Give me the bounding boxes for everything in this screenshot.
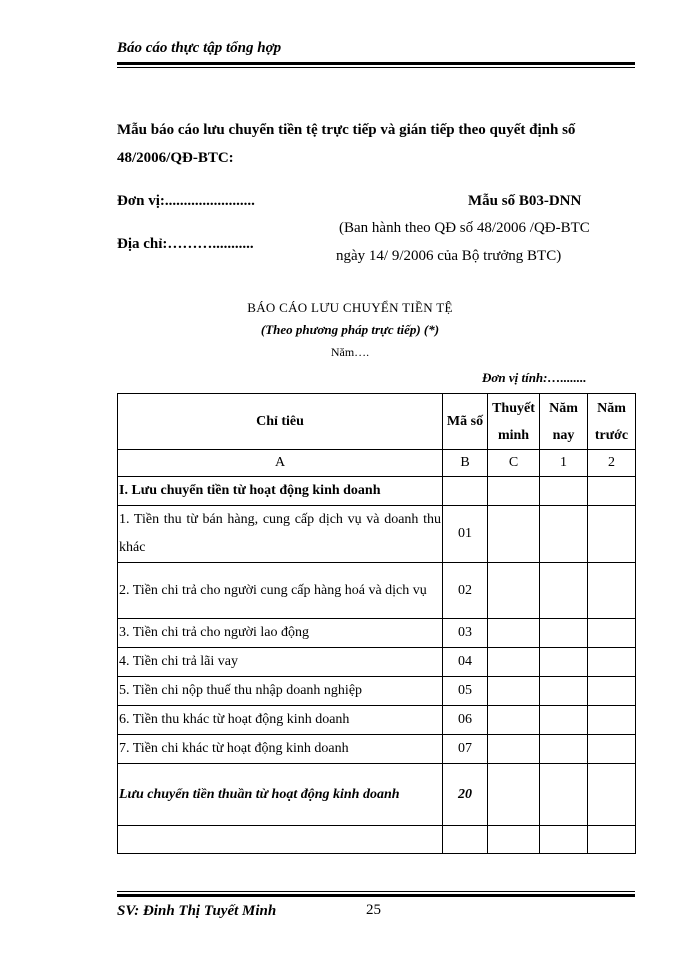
- column-letter-row: [118, 450, 636, 477]
- letter-1: 1: [540, 450, 588, 477]
- row-code: 04: [443, 648, 488, 677]
- table-row: [118, 735, 636, 764]
- row-code: 03: [443, 619, 488, 648]
- report-year: Năm….: [330, 345, 370, 359]
- report-subtitle: (Theo phương pháp trực tiếp) (*): [260, 322, 440, 337]
- form-number: Mẫu số B03-DNN: [468, 193, 582, 209]
- header-this-year-line1: Năm: [549, 400, 578, 416]
- net-cash-label: Lưu chuyển tiền thuần từ hoạt động kinh doanh: [118, 764, 443, 826]
- table-row: [118, 648, 636, 677]
- section-row: [118, 477, 636, 506]
- address-label: Địa chỉ:………...........: [117, 236, 254, 252]
- section-label: I. Lưu chuyển tiền từ hoạt động kinh doanh: [118, 477, 443, 506]
- header-this-year: [540, 394, 588, 450]
- row-label: 2. Tiền chi trả cho người cung cấp hàng hoá và dịch vụ: [118, 563, 443, 619]
- row-label: 4. Tiền chi trả lãi vay: [118, 648, 443, 677]
- header-this-year-line2: nay: [552, 427, 575, 443]
- table-header-row: [118, 394, 636, 450]
- table-row: [118, 706, 636, 735]
- header-prev-year: [588, 394, 636, 450]
- report-title: BÁO CÁO LƯU CHUYỂN TIỀN TỆ: [247, 300, 453, 315]
- row-code: 05: [443, 677, 488, 706]
- issued-line-1: (Ban hành theo QĐ số 48/2006 /QĐ-BTC: [339, 220, 590, 236]
- footer-page-number: 25: [366, 902, 381, 918]
- letter-2: 2: [588, 450, 636, 477]
- table-row: [118, 506, 636, 563]
- intro-paragraph: Mẫu báo cáo lưu chuyển tiền tệ trực tiếp và gián tiếp theo quyết định số 48/2006/QĐ-BTC:: [117, 122, 576, 166]
- letter-b: B: [443, 450, 488, 477]
- row-code: 02: [443, 563, 488, 619]
- header-note-line2: minh: [497, 427, 530, 443]
- header-indicator: Chỉ tiêu: [118, 394, 443, 450]
- header-prev-year-line1: Năm: [597, 400, 626, 416]
- row-code: 07: [443, 735, 488, 764]
- row-label: 3. Tiền chi trả cho người lao động: [118, 619, 443, 648]
- header-note: [488, 394, 540, 450]
- row-label: 5. Tiền chi nộp thuế thu nhập doanh nghiệp: [118, 677, 443, 706]
- table-row: [118, 563, 636, 619]
- footer-student-name: SV: Đinh Thị Tuyết Minh: [117, 903, 277, 919]
- letter-c: C: [488, 450, 540, 477]
- cash-flow-table: [117, 393, 636, 854]
- net-cash-code: 20: [443, 764, 488, 826]
- row-label: 7. Tiền chi khác từ hoạt động kinh doanh: [118, 735, 443, 764]
- footer-rule-thick: [117, 894, 635, 897]
- footer-rule-thin: [117, 891, 635, 892]
- row-label: 6. Tiền thu khác từ hoạt động kinh doanh: [118, 706, 443, 735]
- header-rule-thin: [117, 67, 635, 68]
- unit-label: Đơn vị:........................: [117, 193, 255, 209]
- row-code: 06: [443, 706, 488, 735]
- header-prev-year-line2: trước: [594, 427, 629, 443]
- header-note-line1: Thuyết: [492, 400, 535, 416]
- table-row: [118, 677, 636, 706]
- empty-row: [118, 826, 636, 854]
- letter-a: A: [118, 450, 443, 477]
- header-code: Mã số: [443, 394, 488, 450]
- unit-of-calculation: Đơn vị tính:…........: [482, 370, 587, 385]
- row-code: 01: [443, 506, 488, 563]
- header-rule-thick: [117, 62, 635, 65]
- row-label: 1. Tiền thu từ bán hàng, cung cấp dịch vụ và doanh thu khác: [118, 506, 443, 563]
- net-cash-row: [118, 764, 636, 826]
- table-row: [118, 619, 636, 648]
- issued-line-2: ngày 14/ 9/2006 của Bộ trưởng BTC): [336, 248, 562, 264]
- header-title: Báo cáo thực tập tổng hợp: [117, 40, 282, 56]
